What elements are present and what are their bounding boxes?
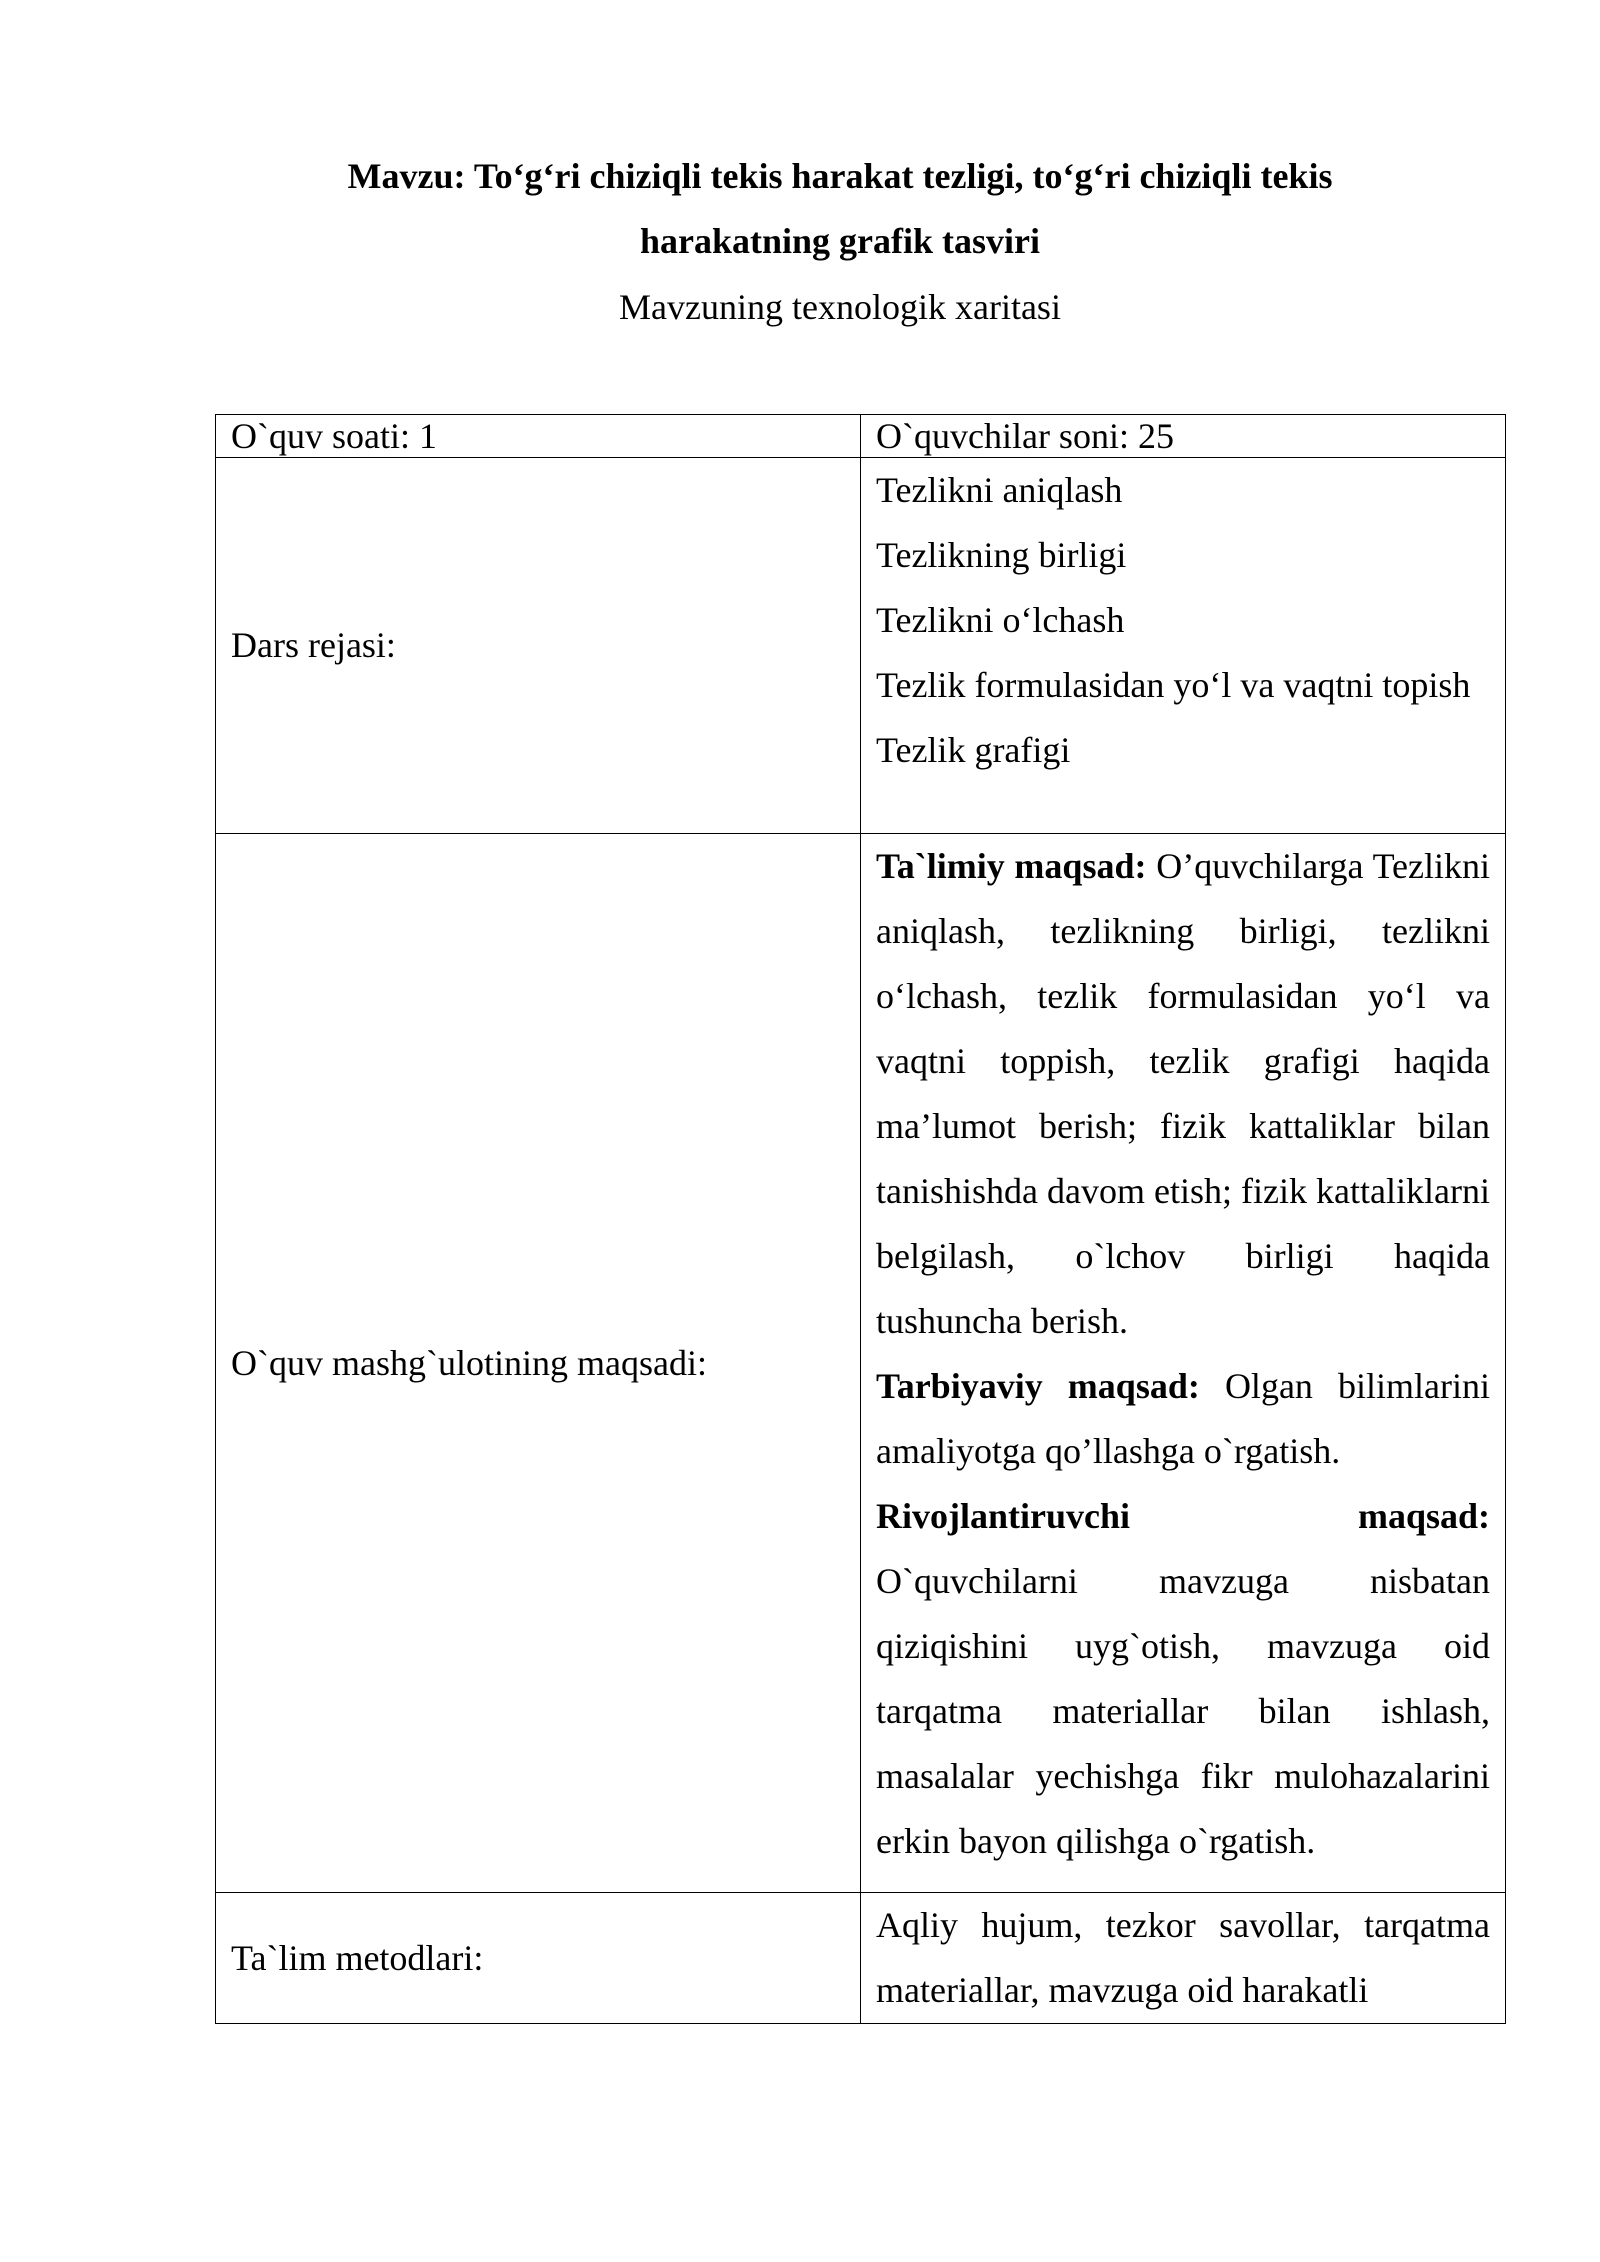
teaching-methods-text: Aqliy hujum, tezkor savollar, tarqatma materiallar, mavzuga oid harakatli [861,1893,1506,2024]
developmental-goal-label-1: Rivojlantiruvchi [876,1496,1131,1536]
table-row-lesson-plan [216,458,1506,834]
lesson-plan-items [861,458,1506,834]
lesson-plan-item: Tezlikning birligi [876,535,1127,575]
students-count-cell: O`quvchilar soni: 25 [861,415,1506,458]
lesson-plan-label: Dars rejasi: [216,458,861,834]
upbringing-goal-text: Olgan bilimlarini amaliyotga qo’llashga o`rgatish. [876,1366,1490,1471]
lesson-goals-content [861,834,1506,1893]
table-row-lesson-goals [216,834,1506,1893]
developmental-goal-text: O`quvchilarni mavzuga nisbatan qiziqishini uyg`otish, mavzuga oid tarqatma materiallar bilan ishlash, masalalar yechishga fikr mulohazalarini erkin bayon qilishga o`rgatish. [876,1561,1490,1861]
table-row-teaching-methods [216,1893,1506,2024]
lesson-plan-item: Tezlik formulasidan yo‘l va vaqtni topish [876,665,1471,705]
page-title [200,144,1480,274]
educational-goal-text: O’quvchilarga Tezlikni aniqlash, tezlikning birligi, tezlikni o‘lchash, tezlik formulasidan yo‘l va vaqtni toppish, tezlik grafigi haqida ma’lumot berish; fizik kattaliklar bilan tanishishda davom etish; fizik kattaliklarni belgilash, o`lchov birligi haqida tushuncha berish. [876,846,1491,1341]
lesson-goals-label: O`quv mashg`ulotining maqsadi: [216,834,861,1893]
developmental-goal-heading [876,1484,1490,1549]
educational-goal [876,834,1490,1354]
developmental-goal-label-2: maqsad: [1357,1496,1490,1536]
page-subtitle: Mavzuning texnologik xaritasi [619,287,1061,327]
study-hours-cell: O`quv soati: 1 [216,415,861,458]
lesson-plan-item: Tezlikni aniqlash [876,470,1123,510]
page-title-line-2: harakatning grafik tasviri [639,221,1041,261]
technology-map-table [215,414,1506,2024]
table-row-header [216,415,1506,458]
teaching-methods-label: Ta`lim metodlari: [216,1893,861,2024]
lesson-plan-item: Tezlikni o‘lchash [876,600,1125,640]
page-title-line-1: Mavzu: To‘g‘ri chiziqli tekis harakat tezligi, to‘g‘ri chiziqli tekis [347,156,1333,196]
upbringing-goal-label: Tarbiyaviy maqsad: [876,1366,1200,1406]
educational-goal-label: Ta`limiy maqsad: [876,846,1147,886]
lesson-plan-item: Tezlik grafigi [876,730,1071,770]
upbringing-goal [876,1354,1490,1484]
